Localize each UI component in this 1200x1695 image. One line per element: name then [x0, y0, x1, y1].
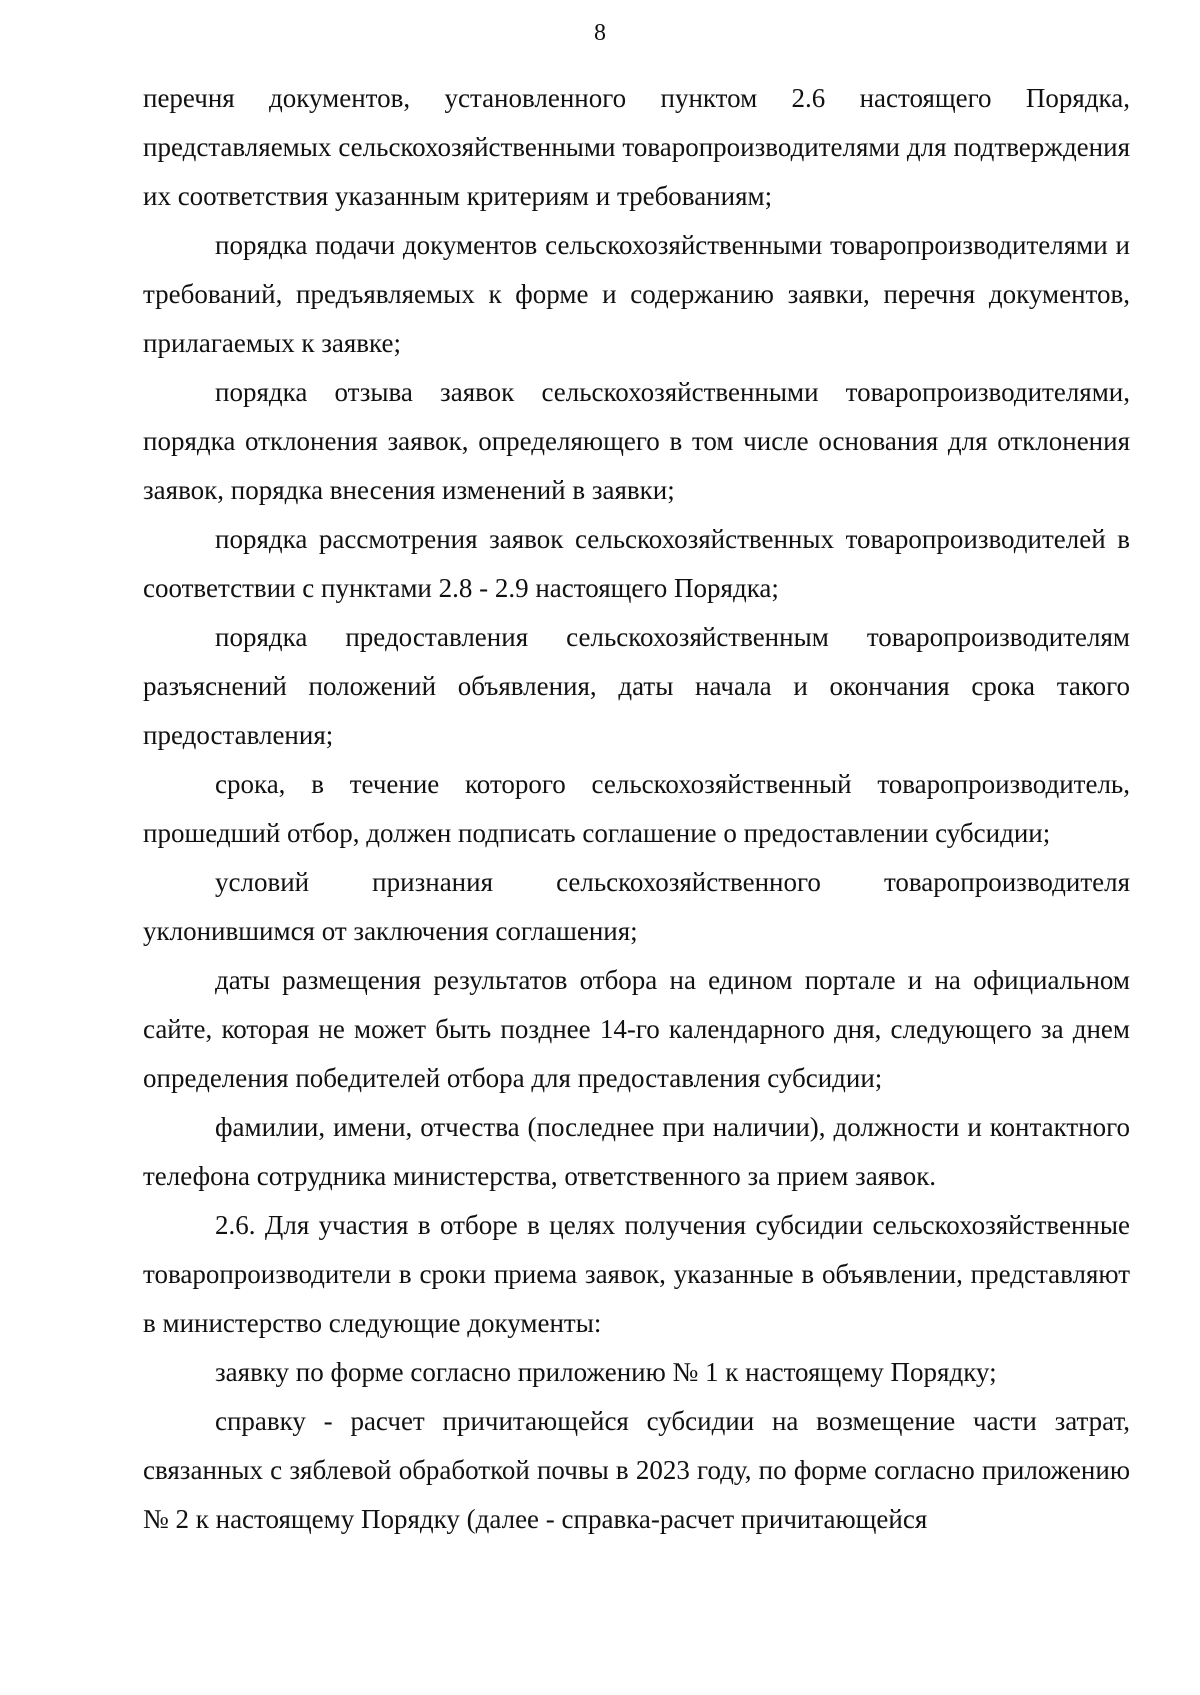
paragraph-signing-deadline: срока, в течение которого сельскохозяйственный товаропроизводитель, прошедший отбор, должен подписать соглашение о предоставлении субсидии; — [143, 769, 1130, 848]
paragraph-calculation-certificate: справку - расчет причитающейся субсидии на возмещение части затрат, связанных с зяблевой обработкой почвы в 2023 году, по форме согласно приложению № 2 к настоящему Порядку (далее - справка-расчет причитающейся — [143, 1406, 1130, 1534]
document-body — [143, 74, 1130, 1544]
paragraph-documents-list: перечня документов, установленного пунктом 2.6 настоящего Порядка, представляемых сельскохозяйственными товаропроизводителями для подтверждения их соответствия указанным критериям и требованиям; — [143, 83, 1130, 211]
paragraph-results-date: даты размещения результатов отбора на едином портале и на официальном сайте, которая не может быть позднее 14-го календарного дня, следующего за днем определения победителей отбора для предоставления субсидии; — [143, 965, 1130, 1093]
paragraph-section-2-6: 2.6. Для участия в отборе в целях получения субсидии сельскохозяйственные товаропроизводители в сроки приема заявок, указанные в объявлении, представляют в министерство следующие документы: — [143, 1210, 1130, 1338]
paragraph-evasion-conditions: условий признания сельскохозяйственного товаропроизводителя уклонившимся от заключения соглашения; — [143, 867, 1130, 946]
paragraph-application-form: заявку по форме согласно приложению № 1 к настоящему Порядку; — [215, 1357, 997, 1387]
paragraph-submission-order: порядка подачи документов сельскохозяйственными товаропроизводителями и требований, предъявляемых к форме и содержанию заявки, перечня документов, прилагаемых к заявке; — [143, 230, 1130, 358]
page-number: 8 — [594, 20, 606, 46]
paragraph-contact-person: фамилии, имени, отчества (последнее при наличии), должности и контактного телефона сотрудника министерства, ответственного за прием заявок. — [143, 1112, 1130, 1191]
paragraph-clarifications-order: порядка предоставления сельскохозяйственным товаропроизводителям разъяснений положений объявления, даты начала и окончания срока такого предоставления; — [143, 622, 1130, 750]
paragraph-withdrawal-order: порядка отзыва заявок сельскохозяйственными товаропроизводителями, порядка отклонения заявок, определяющего в том числе основания для отклонения заявок, порядка внесения изменений в заявки; — [143, 377, 1130, 505]
paragraph-review-order: порядка рассмотрения заявок сельскохозяйственных товаропроизводителей в соответствии с пунктами 2.8 - 2.9 настоящего Порядка; — [143, 524, 1130, 603]
